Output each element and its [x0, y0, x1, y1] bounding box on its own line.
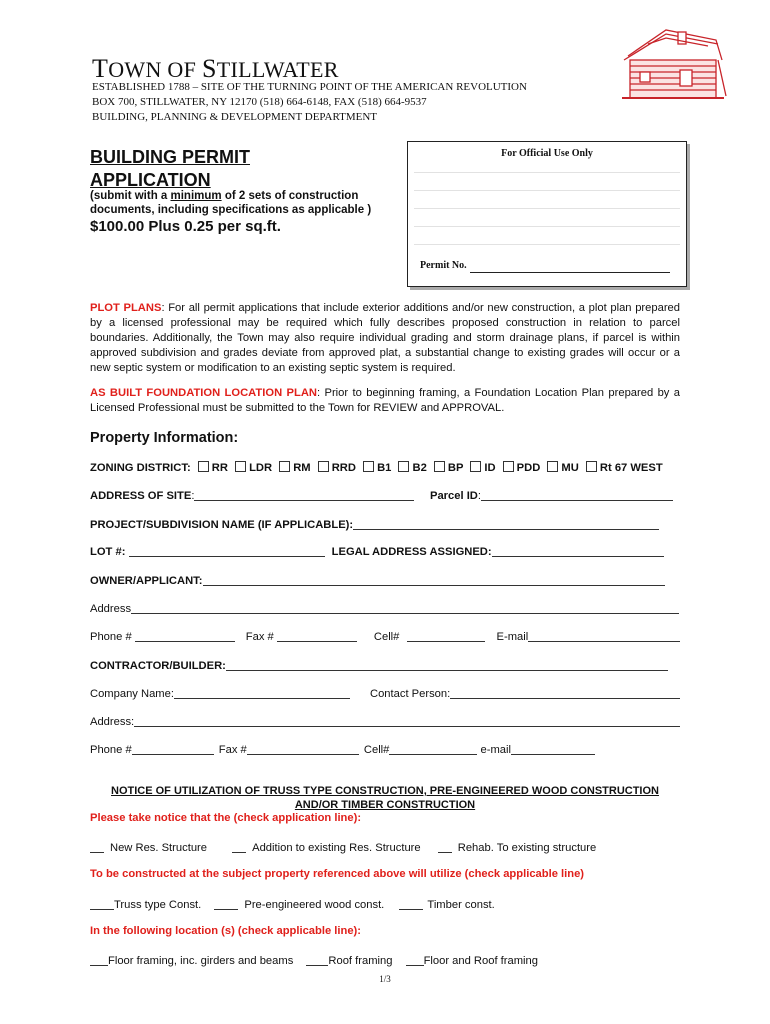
addition-existing-label: Addition to existing Res. Structure: [252, 842, 421, 854]
subtitle-minimum: minimum: [170, 190, 222, 202]
legal-address-field[interactable]: [492, 545, 664, 557]
contractor-address-row: [90, 715, 680, 728]
zone-checkbox[interactable]: [398, 461, 409, 472]
zone-label: LDR: [249, 462, 273, 474]
contractor-phone-label: Phone #: [90, 744, 132, 756]
town-s-initial: S: [201, 54, 217, 83]
owner-row: [90, 574, 665, 587]
official-use-box: [407, 141, 687, 287]
contractor-address-label: Address:: [90, 716, 135, 728]
town-name-part2: TILLWATER: [216, 57, 339, 82]
contractor-address-field[interactable]: [134, 715, 680, 727]
following-locations: In the following location (s) (check applicable line):: [90, 925, 362, 937]
contractor-cell-field[interactable]: [389, 743, 477, 755]
project-name-label: PROJECT/SUBDIVISION NAME (IF APPLICABLE):: [90, 519, 354, 531]
zone-label: RRD: [331, 462, 356, 474]
property-information-heading: Property Information:: [90, 430, 239, 446]
zone-label: B1: [377, 462, 392, 474]
legal-address-label: LEGAL ADDRESS ASSIGNED:: [331, 546, 492, 558]
zone-checkbox[interactable]: [363, 461, 374, 472]
floor-roof-framing-blank[interactable]: [406, 954, 424, 966]
floor-framing-blank[interactable]: [90, 954, 108, 966]
contractor-cell-label: Cell#: [363, 744, 390, 756]
owner-field[interactable]: [203, 574, 665, 586]
subtitle-part-b: of 2 sets of construction documents, including specifications as applicable ): [90, 190, 372, 216]
addition-existing-blank[interactable]: [232, 841, 246, 853]
framing-location-row: [90, 954, 538, 967]
truss-type-blank[interactable]: [90, 898, 114, 910]
zoning-district-label: ZONING DISTRICT:: [90, 462, 191, 474]
permit-number-label: Permit No.: [420, 260, 467, 271]
official-row-line: [414, 172, 680, 173]
zone-checkbox[interactable]: [586, 461, 597, 472]
plot-plans-label: PLOT PLANS: [90, 302, 162, 314]
zone-label: PDD: [516, 462, 541, 474]
owner-fax-label: Fax #: [245, 631, 274, 643]
official-row-line: [414, 226, 680, 227]
contact-person-field[interactable]: [450, 687, 680, 699]
floor-roof-framing-label: Floor and Roof framing: [423, 955, 538, 967]
pre-engineered-label: Pre-engineered wood const.: [244, 899, 385, 911]
zone-checkbox[interactable]: [547, 461, 558, 472]
company-name-field[interactable]: [174, 687, 350, 699]
permit-fee: $100.00 Plus 0.25 per sq.ft.: [90, 218, 281, 235]
official-use-heading: For Official Use Only: [501, 148, 593, 159]
contractor-fax-label: Fax #: [218, 744, 247, 756]
owner-cell-label: Cell#: [373, 631, 400, 643]
form-title: BUILDING PERMIT APPLICATION: [90, 147, 250, 190]
address-of-site-row: ADDRESS OF SITE:: [90, 489, 414, 502]
contractor-field[interactable]: [226, 659, 668, 671]
town-initial: T: [92, 54, 109, 83]
zoning-district-row: [90, 461, 663, 474]
owner-phone-field[interactable]: [135, 630, 235, 642]
lot-field[interactable]: [129, 545, 325, 557]
parcel-id-label: Parcel ID: [430, 490, 478, 502]
contractor-email-label: e-mail: [480, 744, 511, 756]
address-of-site-field[interactable]: [194, 489, 414, 501]
contractor-label: CONTRACTOR/BUILDER:: [90, 660, 226, 672]
zone-checkbox[interactable]: [198, 461, 209, 472]
structure-options-row: [90, 841, 596, 854]
official-row-line: [414, 190, 680, 191]
contact-person-label: Contact Person:: [370, 688, 451, 700]
zone-checkbox[interactable]: [503, 461, 514, 472]
company-row: [90, 687, 350, 700]
header-established: ESTABLISHED 1788 – SITE OF THE TURNING POINT OF THE AMERICAN REVOLUTION: [92, 81, 527, 93]
zone-checkbox[interactable]: [470, 461, 481, 472]
permit-number-field[interactable]: [470, 272, 670, 273]
parcel-id-field[interactable]: [481, 489, 673, 501]
zone-label: MU: [561, 462, 579, 474]
zone-label: B2: [412, 462, 427, 474]
zone-label: Rt 67 WEST: [599, 462, 663, 474]
contractor-email-field[interactable]: [511, 743, 595, 755]
new-res-structure-label: New Res. Structure: [110, 842, 207, 854]
roof-framing-label: Roof framing: [328, 955, 393, 967]
contractor-contact-row: [90, 743, 595, 756]
company-name-label: Company Name:: [90, 688, 174, 700]
truss-type-label: Truss type Const.: [114, 899, 202, 911]
rehab-existing-blank[interactable]: [438, 841, 452, 853]
foundation-paragraph: [90, 386, 680, 416]
town-name: [92, 54, 339, 84]
zone-checkbox[interactable]: [235, 461, 246, 472]
blockhouse-logo-icon: [618, 26, 728, 102]
zone-label: RR: [211, 462, 228, 474]
owner-fax-field[interactable]: [277, 630, 357, 642]
owner-address-field[interactable]: [131, 602, 679, 614]
zone-checkbox[interactable]: [318, 461, 329, 472]
address-of-site-label: ADDRESS OF SITE: [90, 490, 192, 502]
contractor-row: [90, 659, 668, 672]
zone-checkbox[interactable]: [279, 461, 290, 472]
new-res-structure-blank[interactable]: [90, 841, 104, 853]
pre-engineered-blank[interactable]: [214, 898, 238, 910]
contractor-phone-field[interactable]: [132, 743, 214, 755]
form-subtitle: [90, 189, 410, 217]
rehab-existing-label: Rehab. To existing structure: [457, 842, 597, 854]
contact-person-row: [370, 687, 680, 700]
notice-heading-line1: NOTICE OF UTILIZATION OF TRUSS TYPE CONSTRUCTION, PRE-ENGINEERED WOOD CONSTRUCTION: [111, 785, 659, 797]
owner-phone-label: Phone #: [90, 631, 132, 643]
timber-blank[interactable]: [399, 898, 423, 910]
header-department: BUILDING, PLANNING & DEVELOPMENT DEPARTMENT: [92, 111, 378, 123]
parcel-id-row: Parcel ID:: [430, 489, 673, 502]
project-name-row: [90, 518, 659, 531]
project-name-field[interactable]: [353, 518, 659, 530]
subtitle-part-a: (submit with a: [90, 190, 171, 202]
town-name-part: OWN OF: [108, 57, 202, 82]
zone-label: ID: [484, 462, 496, 474]
please-take-notice: Please take notice that the (check application line):: [90, 812, 362, 824]
plot-plans-text: : For all permit applications that include exterior additions and/or new construction, a plot plan prepared by a licensed professional may be required which fully describes proposed construction in relation to parcel boundaries. Additionally, the Town may also require individual grading and storm drainage plans, if parcel is within approved subdivision and grades deviate from approved plat, a substantial change to existing grades will occur or a new septic system or modification to an existing septic system is required.: [90, 302, 680, 374]
owner-contact-row: [90, 630, 680, 643]
zone-checkbox[interactable]: [434, 461, 445, 472]
owner-cell-field[interactable]: [407, 630, 485, 642]
owner-email-field[interactable]: [528, 630, 680, 642]
foundation-text: : Prior to beginning framing, a Foundation Location Plan prepared by a Licensed Professional must be submitted to the Town for REVIEW and APPROVAL.: [90, 387, 680, 414]
page-number: 1/3: [379, 974, 391, 984]
lot-row: [90, 545, 664, 558]
owner-email-label: E-mail: [496, 631, 529, 643]
timber-label: Timber const.: [427, 899, 495, 911]
contractor-fax-field[interactable]: [247, 743, 359, 755]
to-be-constructed: To be constructed at the subject property referenced above will utilize (check applicable line): [90, 868, 585, 880]
zone-label: BP: [447, 462, 464, 474]
foundation-label: AS BUILT FOUNDATION LOCATION PLAN: [90, 387, 317, 399]
official-row-line: [414, 208, 680, 209]
header-address: BOX 700, STILLWATER, NY 12170 (518) 664-6148, FAX (518) 664-9537: [92, 96, 427, 108]
official-row-line: [414, 244, 680, 245]
notice-heading: [90, 784, 680, 812]
notice-heading-line2: AND/OR TIMBER CONSTRUCTION: [294, 799, 476, 811]
zone-label: RM: [293, 462, 311, 474]
owner-address-label: Address: [90, 603, 132, 615]
roof-framing-blank[interactable]: [306, 954, 328, 966]
owner-label: OWNER/APPLICANT:: [90, 575, 203, 587]
plot-plans-paragraph: [90, 301, 680, 376]
owner-address-row: [90, 602, 679, 615]
floor-framing-label: Floor framing, inc. girders and beams: [108, 955, 294, 967]
lot-label: LOT #:: [90, 546, 126, 558]
construction-type-row: [90, 898, 495, 911]
